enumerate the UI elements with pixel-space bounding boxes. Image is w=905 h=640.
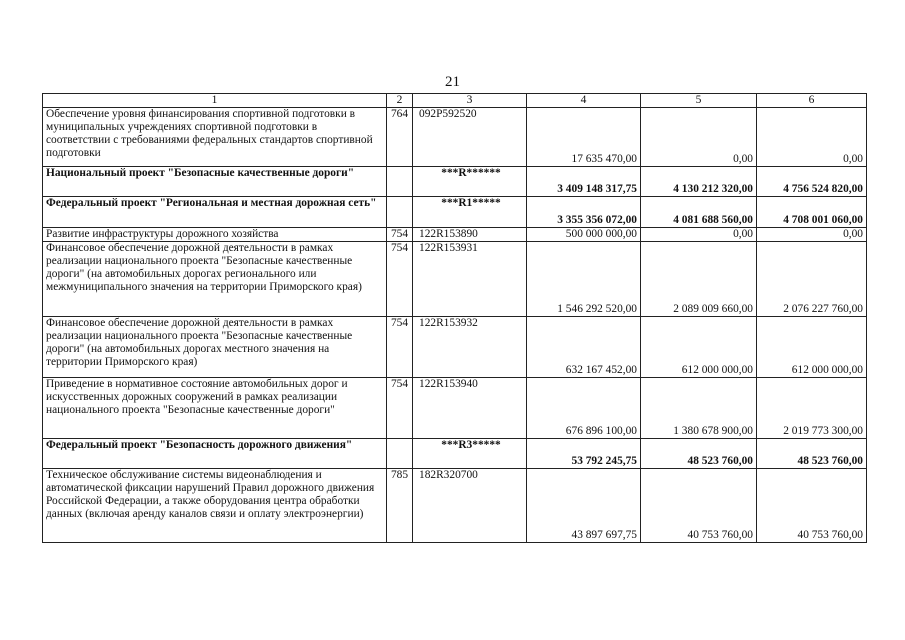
row-value-2: 48 523 760,00 <box>641 439 757 469</box>
table-row <box>43 317 867 378</box>
budget-table <box>42 93 867 543</box>
table-header-row <box>43 94 867 108</box>
column-header: 2 <box>387 94 413 108</box>
row-name: Финансовое обеспечение дорожной деятельности в рамках реализации национального проекта "Безопасные качественные дороги" (на автомобильных дорогах местного значения на территории Приморского края) <box>43 317 387 378</box>
row-code: 122R153931 <box>413 242 527 317</box>
row-ved: 764 <box>387 108 413 167</box>
row-ved <box>387 439 413 469</box>
row-value-3: 40 753 760,00 <box>757 469 867 543</box>
row-value-1: 1 546 292 520,00 <box>527 242 641 317</box>
table-row <box>43 228 867 242</box>
row-value-2: 40 753 760,00 <box>641 469 757 543</box>
table-row <box>43 167 867 197</box>
row-code: 182R320700 <box>413 469 527 543</box>
row-ved: 785 <box>387 469 413 543</box>
row-value-1: 43 897 697,75 <box>527 469 641 543</box>
row-name: Обеспечение уровня финансирования спортивной подготовки в муниципальных учреждениях спортивной подготовки в соответствии с требованиями федеральных стандартов спортивной подготовки <box>43 108 387 167</box>
column-header: 1 <box>43 94 387 108</box>
row-ved <box>387 197 413 228</box>
row-value-3: 2 019 773 300,00 <box>757 378 867 439</box>
table-row <box>43 242 867 317</box>
row-code: ***R3***** <box>413 439 527 469</box>
column-header: 3 <box>413 94 527 108</box>
row-value-2: 4 130 212 320,00 <box>641 167 757 197</box>
row-value-2: 1 380 678 900,00 <box>641 378 757 439</box>
row-value-1: 3 355 356 072,00 <box>527 197 641 228</box>
row-value-2: 0,00 <box>641 228 757 242</box>
row-value-2: 612 000 000,00 <box>641 317 757 378</box>
row-code: 122R153890 <box>413 228 527 242</box>
row-value-3: 4 756 524 820,00 <box>757 167 867 197</box>
row-value-2: 0,00 <box>641 108 757 167</box>
row-value-1: 500 000 000,00 <box>527 228 641 242</box>
row-name: Приведение в нормативное состояние автомобильных дорог и искусственных дорожных сооружений в рамках реализации национального проекта "Безопасные качественные дороги" <box>43 378 387 439</box>
column-header: 6 <box>757 94 867 108</box>
row-value-3: 0,00 <box>757 108 867 167</box>
row-name: Национальный проект "Безопасные качественные дороги" <box>43 167 387 197</box>
row-ved: 754 <box>387 317 413 378</box>
row-ved <box>387 167 413 197</box>
row-name: Финансовое обеспечение дорожной деятельности в рамках реализации национального проекта "Безопасные качественные дороги" (на автомобильных дорогах регионального или межмуниципального значения на территории Приморского края) <box>43 242 387 317</box>
row-value-1: 53 792 245,75 <box>527 439 641 469</box>
row-ved: 754 <box>387 228 413 242</box>
row-code: ***R****** <box>413 167 527 197</box>
row-code: 122R153932 <box>413 317 527 378</box>
row-value-1: 676 896 100,00 <box>527 378 641 439</box>
row-code: 122R153940 <box>413 378 527 439</box>
row-value-1: 632 167 452,00 <box>527 317 641 378</box>
page-number: 21 <box>445 74 460 90</box>
row-value-1: 3 409 148 317,75 <box>527 167 641 197</box>
row-value-3: 0,00 <box>757 228 867 242</box>
table-row <box>43 439 867 469</box>
row-name: Федеральный проект "Безопасность дорожного движения" <box>43 439 387 469</box>
row-ved: 754 <box>387 378 413 439</box>
row-value-3: 612 000 000,00 <box>757 317 867 378</box>
row-value-3: 2 076 227 760,00 <box>757 242 867 317</box>
row-value-2: 2 089 009 660,00 <box>641 242 757 317</box>
table-row <box>43 108 867 167</box>
column-header: 4 <box>527 94 641 108</box>
row-name: Федеральный проект "Региональная и местная дорожная сеть" <box>43 197 387 228</box>
row-name: Развитие инфраструктуры дорожного хозяйства <box>43 228 387 242</box>
row-value-3: 48 523 760,00 <box>757 439 867 469</box>
column-header: 5 <box>641 94 757 108</box>
row-value-3: 4 708 001 060,00 <box>757 197 867 228</box>
row-code: 092P592520 <box>413 108 527 167</box>
row-value-1: 17 635 470,00 <box>527 108 641 167</box>
row-ved: 754 <box>387 242 413 317</box>
row-name: Техническое обслуживание системы видеонаблюдения и автоматической фиксации нарушений Правил дорожного движения Российской Федерации, а также оборудования центра обработки данных (включая аренду каналов связи и оплату электроэнергии) <box>43 469 387 543</box>
row-value-2: 4 081 688 560,00 <box>641 197 757 228</box>
row-code: ***R1***** <box>413 197 527 228</box>
table-row <box>43 469 867 543</box>
table-row <box>43 197 867 228</box>
table-row <box>43 378 867 439</box>
